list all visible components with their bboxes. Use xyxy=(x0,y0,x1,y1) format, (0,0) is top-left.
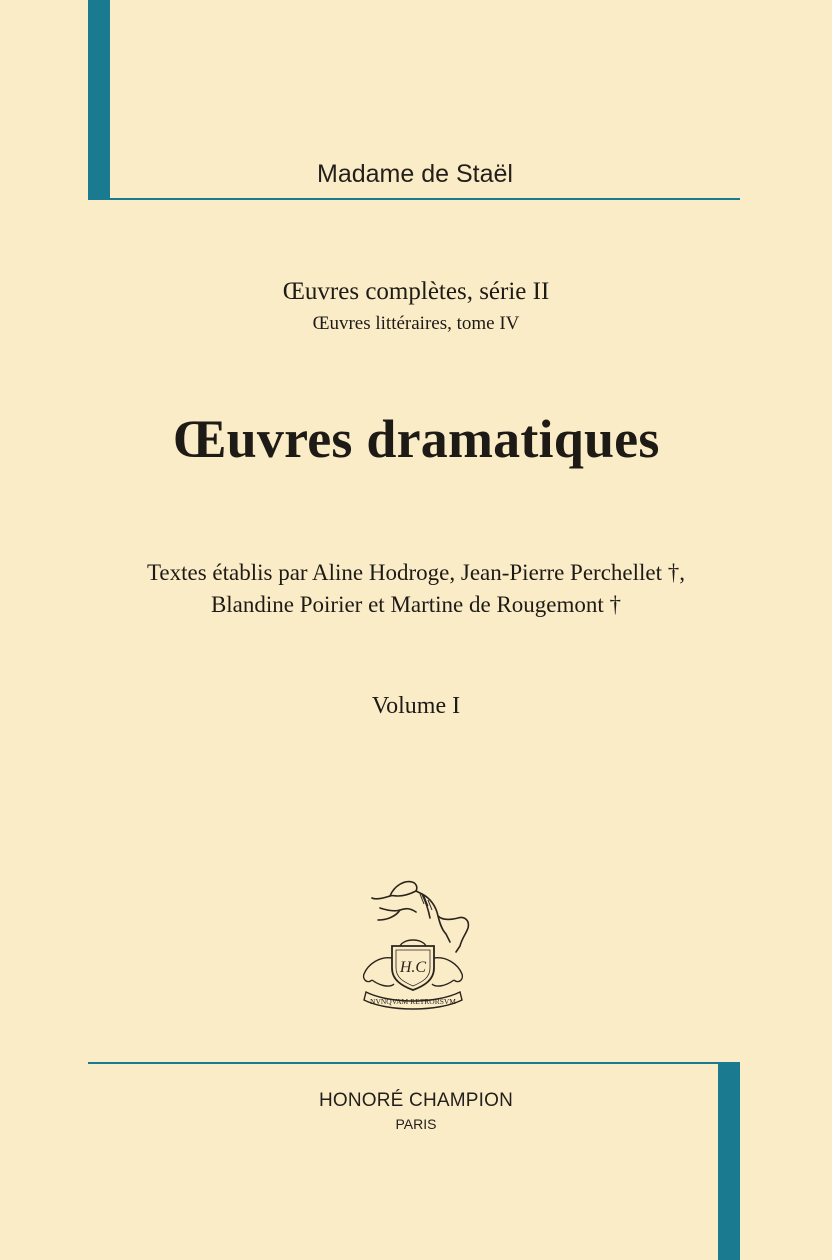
top-left-accent-bar xyxy=(88,0,110,200)
subseries-title: Œuvres littéraires, tome IV xyxy=(312,313,520,334)
logo-monogram: H.C xyxy=(399,959,427,976)
editors-credit xyxy=(0,557,832,621)
volume-label: Volume I xyxy=(371,693,461,719)
author-name: Madame de Staël xyxy=(317,160,513,188)
series-title: Œuvres complètes, série II xyxy=(282,278,550,305)
editors-line-2: Blandine Poirier et Martine de Rougemont † xyxy=(210,592,622,617)
horse-emblem-icon xyxy=(350,868,476,1018)
publisher-name: HONORÉ CHAMPION xyxy=(318,1090,514,1111)
book-title: Œuvres dramatiques xyxy=(172,409,660,469)
editors-line-1: Textes établis par Aline Hodroge, Jean-Pierre Perchellet †, xyxy=(146,560,686,585)
bottom-rule xyxy=(88,1062,740,1064)
publisher-city: PARIS xyxy=(395,1116,437,1132)
top-rule xyxy=(88,198,740,200)
logo-motto: NVNQVAM RETRORSVM xyxy=(370,997,456,1006)
